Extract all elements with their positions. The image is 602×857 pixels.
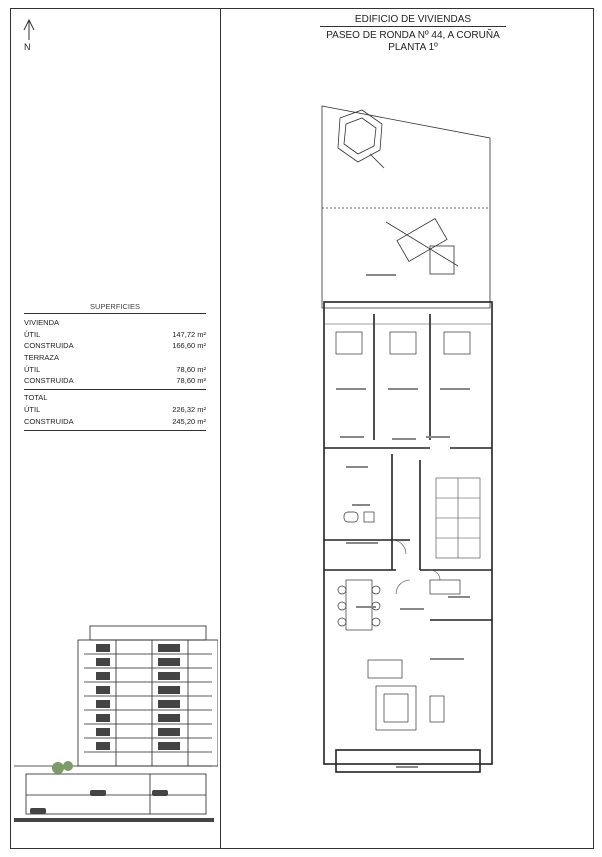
section-vivienda: VIVIENDA <box>24 318 60 327</box>
total-separator <box>24 389 206 390</box>
building-section-drawing <box>12 620 218 825</box>
label: ÚTIL <box>24 329 41 339</box>
floor-plan-drawing <box>300 100 510 790</box>
section-terraza: TERRAZA <box>24 353 60 363</box>
terrace-area <box>322 106 490 308</box>
title-line-1: EDIFICIO DE VIVIENDAS <box>320 14 506 27</box>
area-table <box>24 302 206 431</box>
section-trees <box>52 761 73 774</box>
row-total-util <box>24 404 206 416</box>
value: 147,72 m² <box>172 329 206 339</box>
label: ÚTIL <box>24 364 41 374</box>
row-vivienda-construida <box>24 340 206 352</box>
north-label: N <box>24 42 31 52</box>
row-terraza-construida <box>24 375 206 387</box>
row-vivienda-util <box>24 329 206 341</box>
apartment-walls-thin <box>324 324 492 594</box>
value: 78,60 m² <box>176 376 206 386</box>
title-line-3: PLANTA 1º <box>388 42 438 53</box>
row-terraza-util <box>24 364 206 376</box>
label: CONSTRUIDA <box>24 376 74 386</box>
furniture <box>336 332 470 730</box>
value: 78,60 m² <box>176 364 206 374</box>
title-line-2: PASEO DE RONDA Nº 44, A CORUÑA <box>326 30 500 41</box>
value: 245,20 m² <box>172 416 206 426</box>
frame-divider <box>220 8 221 849</box>
label: CONSTRUIDA <box>24 341 74 351</box>
section-total: TOTAL <box>24 393 48 403</box>
area-table-header: SUPERFICIES <box>24 302 206 314</box>
row-total-construida <box>24 416 206 428</box>
label: CONSTRUIDA <box>24 416 74 426</box>
section-body <box>14 626 218 814</box>
value: 226,32 m² <box>172 404 206 414</box>
label: ÚTIL <box>24 404 41 414</box>
title-block <box>320 14 506 53</box>
table-end-line <box>24 430 206 431</box>
value: 166,60 m² <box>172 341 206 351</box>
